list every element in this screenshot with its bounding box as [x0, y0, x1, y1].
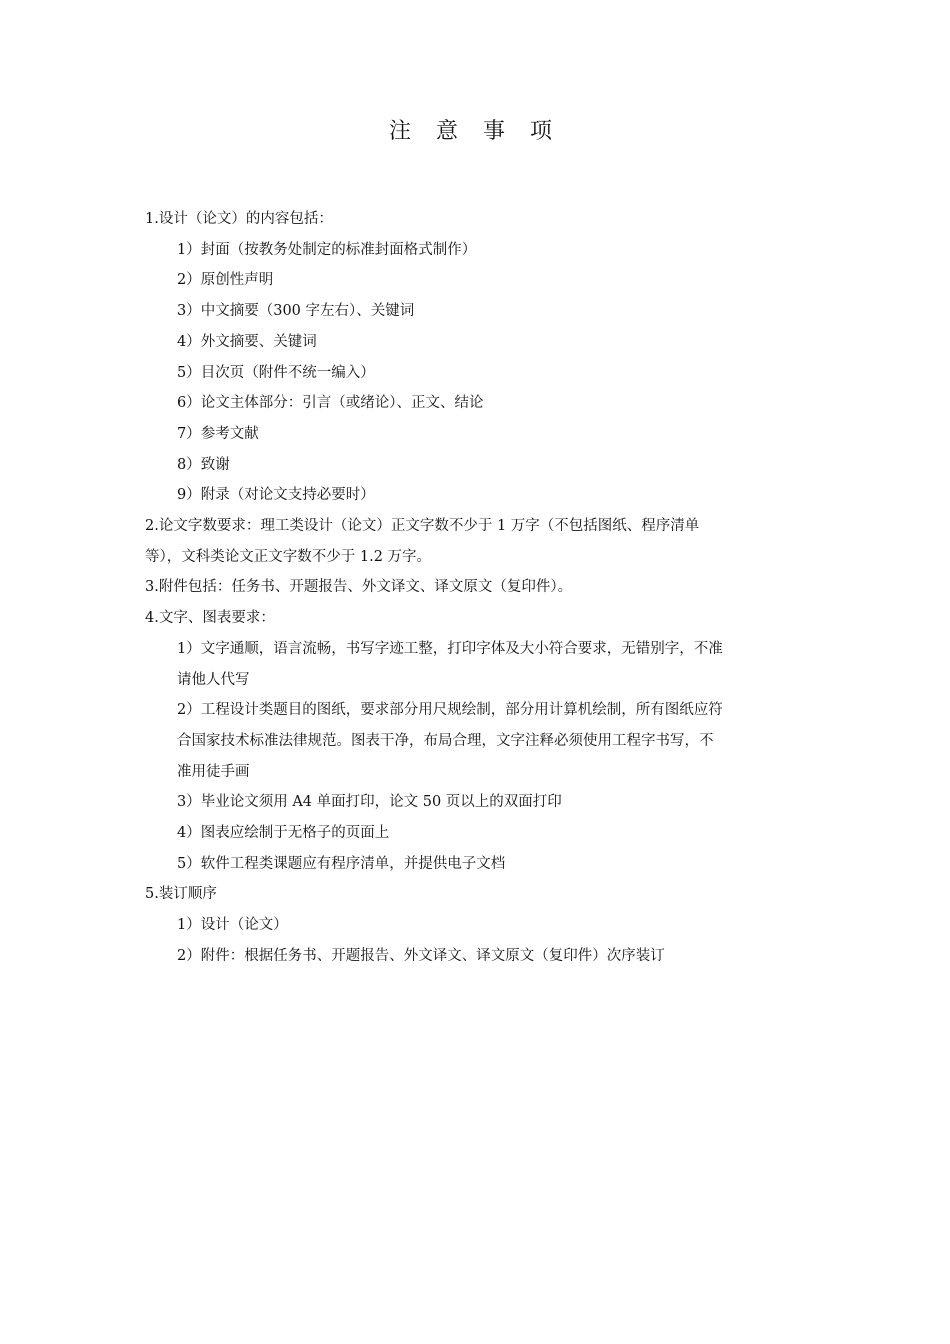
- list-item: 5）目次页（附件不统一编入）: [177, 364, 375, 381]
- section-text-line: 2.论文字数要求：理工类设计（论文）正文字数不少于 1 万字（不包括图纸、程序清单: [145, 518, 700, 535]
- list-item: 9）附录（对论文支持必要时）: [177, 487, 375, 504]
- section-contents: [145, 204, 810, 511]
- list-item: 3）中文摘要（300 字左右）、关键词: [177, 303, 415, 320]
- list-item-line: 请他人代写: [177, 671, 250, 688]
- section-text-line: 等），文科类论文正文字数不少于 1.2 万字。: [145, 548, 432, 565]
- page-title: 注 意 事 项: [389, 119, 561, 144]
- section-word-count: [145, 511, 810, 572]
- section-heading: 5.装订顺序: [145, 886, 217, 903]
- section-binding-order: [145, 879, 810, 971]
- list-item: 2）附件：根据任务书、开题报告、外文译文、译文原文（复印件）次序装订: [177, 947, 665, 964]
- list-item-line: 1）文字通顺，语言流畅，书写字迹工整，打印字体及大小符合要求，无错别字，不准: [177, 640, 723, 657]
- list-item: 1）设计（论文）: [177, 917, 288, 934]
- list-item-line: 2）工程设计类题目的图纸，要求部分用尺规绘制，部分用计算机绘制，所有图纸应符: [177, 702, 723, 719]
- section-text-line: 3.附件包括：任务书、开题报告、外文译文、译文原文（复印件）。: [145, 579, 573, 596]
- list-item: 5）软件工程类课题应有程序清单，并提供电子文档: [177, 855, 506, 872]
- list-item-line: 准用徒手画: [177, 763, 250, 780]
- section-text-figures: [145, 603, 810, 879]
- notice-content: [145, 204, 810, 972]
- list-item: 8）致谢: [177, 456, 230, 473]
- list-item: 1）封面（按教务处制定的标准封面格式制作）: [177, 241, 477, 258]
- section-heading: 1.设计（论文）的内容包括：: [145, 211, 333, 227]
- section-heading: 4.文字、图表要求：: [145, 610, 275, 627]
- list-item: 4）外文摘要、关键词: [177, 333, 317, 350]
- list-item: 4）图表应绘制于无格子的页面上: [177, 825, 390, 842]
- list-item: 3）毕业论文须用 A4 单面打印，论文 50 页以上的双面打印: [177, 794, 562, 811]
- section-attachments: [145, 572, 810, 603]
- list-item: 2）原创性声明: [177, 272, 274, 289]
- list-item: 7）参考文献: [177, 425, 259, 442]
- list-item: 6）论文主体部分：引言（或绪论）、正文、结论: [177, 395, 484, 412]
- list-item-line: 合国家技术标准法律规范。图表干净，布局合理，文字注释必须使用工程字书写，不: [177, 732, 714, 749]
